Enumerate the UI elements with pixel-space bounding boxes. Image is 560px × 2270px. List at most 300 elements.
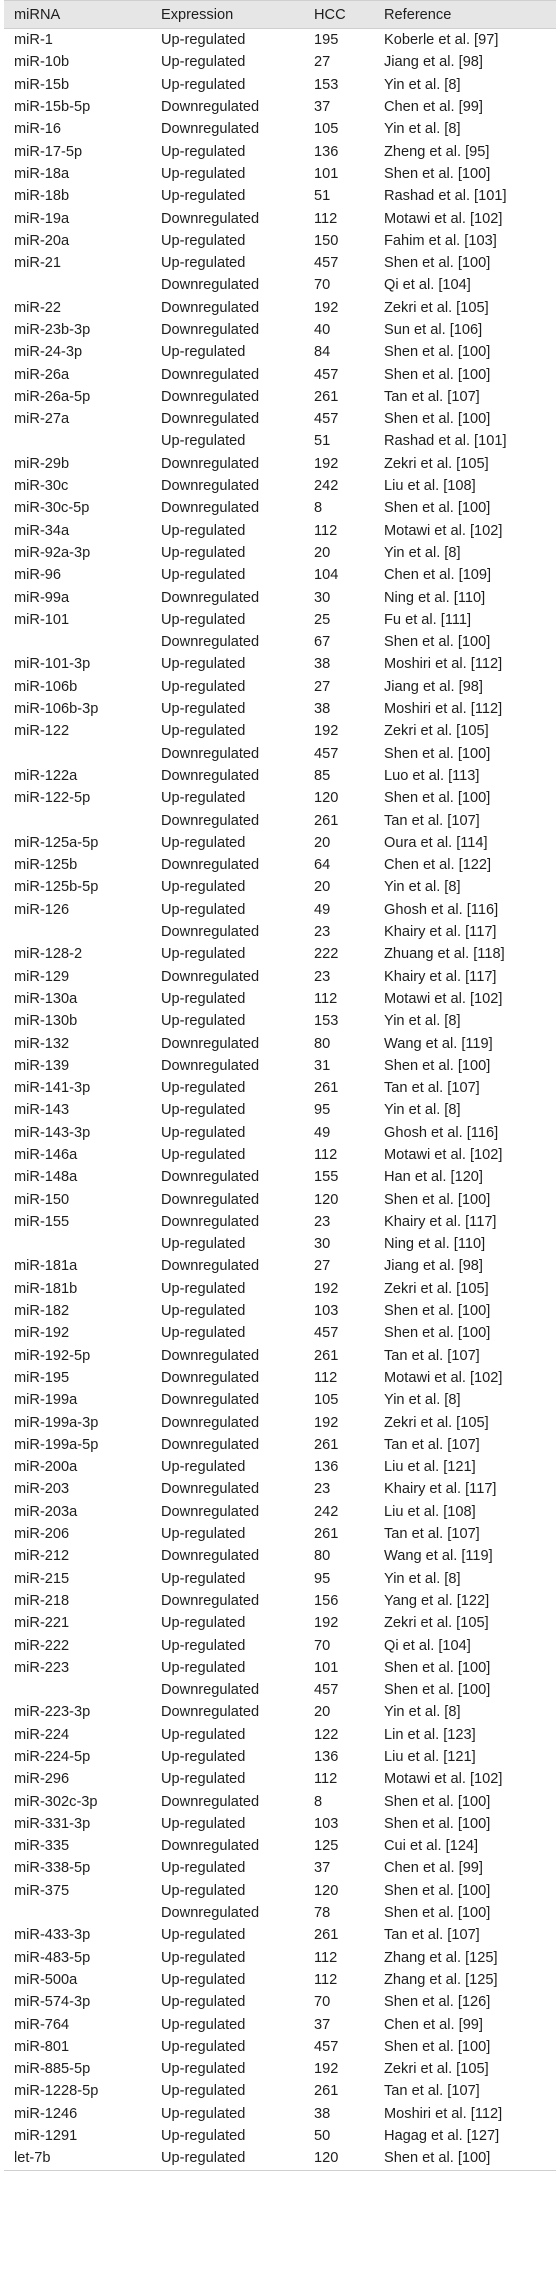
cell-mirna: miR-16: [14, 121, 62, 138]
cell-expression: Downregulated: [161, 1503, 260, 1520]
cell-reference: Yin et al. [8]: [384, 1392, 461, 1409]
cell-expression: Up-regulated: [161, 1280, 246, 1297]
cell-mirna: miR-1: [14, 32, 53, 49]
cell-mirna: miR-143-3p: [14, 1124, 91, 1141]
cell-hcc: 112: [314, 1369, 338, 1386]
cell-expression: Downregulated: [161, 1057, 260, 1074]
cell-reference: Fahim et al. [103]: [384, 232, 497, 249]
cell-expression: Up-regulated: [161, 990, 246, 1007]
cell-mirna: miR-141-3p: [14, 1080, 91, 1097]
cell-reference: Jiang et al. [98]: [384, 54, 483, 71]
cell-mirna: miR-195: [14, 1369, 70, 1386]
table-row: [4, 653, 556, 675]
cell-reference: Shen et al. [126]: [384, 1994, 491, 2011]
table-row: [4, 1768, 556, 1790]
cell-expression: Up-regulated: [161, 1124, 246, 1141]
cell-mirna: miR-296: [14, 1771, 70, 1788]
cell-mirna: [4, 1679, 151, 1701]
table-row: [4, 1746, 556, 1768]
cell-expression: Up-regulated: [161, 2016, 246, 2033]
cell-hcc: 38: [314, 656, 331, 673]
table-row: [4, 230, 556, 252]
cell-hcc: 457: [314, 745, 339, 762]
cell-expression: Up-regulated: [161, 1994, 246, 2011]
cell-mirna: miR-132: [14, 1035, 70, 1052]
table-row: [4, 765, 556, 787]
cell-expression: Downregulated: [161, 299, 260, 316]
cell-reference: Ning et al. [110]: [384, 1236, 486, 1253]
cell-reference: Hagag et al. [127]: [384, 2128, 500, 2145]
cell-reference: Qi et al. [104]: [384, 277, 471, 294]
cell-expression: Up-regulated: [161, 1303, 246, 1320]
cell-hcc: 112: [314, 210, 338, 227]
cell-expression: Up-regulated: [161, 1570, 246, 1587]
table-row: [4, 1924, 556, 1946]
cell-mirna: miR-20a: [14, 232, 70, 249]
cell-mirna: miR-22: [14, 299, 62, 316]
cell-mirna: [4, 1233, 151, 1255]
cell-reference: Yin et al. [8]: [384, 76, 461, 93]
table-row: [4, 1055, 556, 1077]
cell-mirna: miR-218: [14, 1592, 70, 1609]
cell-mirna: miR-29b: [14, 455, 70, 472]
cell-reference: Shen et al. [100]: [384, 1057, 491, 1074]
table-row: [4, 408, 556, 430]
table-row: [4, 1188, 556, 1210]
cell-expression: Up-regulated: [161, 32, 246, 49]
cell-mirna: miR-26a-5p: [14, 388, 91, 405]
cell-reference: Shen et al. [100]: [384, 500, 491, 517]
cell-reference: Shen et al. [100]: [384, 411, 491, 428]
cell-reference: Liu et al. [108]: [384, 478, 476, 495]
cell-expression: Up-regulated: [161, 76, 246, 93]
cell-mirna: miR-30c-5p: [14, 500, 90, 517]
cell-expression: Downregulated: [161, 277, 260, 294]
table-row: [4, 943, 556, 965]
cell-mirna: miR-122-5p: [14, 790, 91, 807]
header-expression: Expression: [151, 1, 304, 29]
cell-mirna: miR-331-3p: [14, 1815, 91, 1832]
table-row: [4, 1701, 556, 1723]
table-row: [4, 1144, 556, 1166]
cell-mirna: miR-199a: [14, 1392, 78, 1409]
cell-hcc: 23: [314, 1213, 331, 1230]
cell-hcc: 153: [314, 76, 339, 93]
cell-reference: Jiang et al. [98]: [384, 1258, 483, 1275]
cell-expression: Up-regulated: [161, 1637, 246, 1654]
table-row: [4, 876, 556, 898]
header-hcc: HCC: [304, 1, 374, 29]
cell-expression: Downregulated: [161, 924, 260, 941]
cell-expression: Up-regulated: [161, 1882, 246, 1899]
cell-mirna: miR-21: [14, 255, 62, 272]
cell-expression: Up-regulated: [161, 2061, 246, 2078]
cell-reference: Zekri et al. [105]: [384, 1280, 489, 1297]
cell-mirna: miR-125a-5p: [14, 834, 99, 851]
cell-expression: Downregulated: [161, 1592, 260, 1609]
cell-mirna: miR-125b: [14, 857, 78, 874]
cell-mirna: miR-181b: [14, 1280, 78, 1297]
cell-hcc: 261: [314, 1347, 339, 1364]
cell-hcc: 84: [314, 344, 331, 361]
cell-hcc: 51: [314, 188, 331, 205]
cell-hcc: 112: [314, 1146, 338, 1163]
cell-hcc: 51: [314, 433, 331, 450]
table-row: [4, 96, 556, 118]
table-row: [4, 341, 556, 363]
cell-mirna: miR-92a-3p: [14, 544, 91, 561]
cell-reference: Shen et al. [100]: [384, 1882, 491, 1899]
cell-hcc: 101: [314, 1659, 339, 1676]
table-row: [4, 2013, 556, 2035]
cell-reference: Shen et al. [100]: [384, 1905, 491, 1922]
table-row: [4, 809, 556, 831]
cell-mirna: miR-143: [14, 1102, 70, 1119]
cell-hcc: 155: [314, 1169, 339, 1186]
cell-hcc: 112: [314, 1771, 338, 1788]
cell-reference: Moshiri et al. [112]: [384, 2105, 503, 2122]
cell-expression: Up-regulated: [161, 1325, 246, 1342]
cell-expression: Downregulated: [161, 500, 260, 517]
cell-reference: Shen et al. [100]: [384, 634, 491, 651]
table-row: [4, 1902, 556, 1924]
cell-reference: Shen et al. [100]: [384, 1793, 491, 1810]
cell-reference: Zekri et al. [105]: [384, 299, 489, 316]
table-row: [4, 520, 556, 542]
table-row: [4, 1590, 556, 1612]
cell-reference: Liu et al. [121]: [384, 1749, 476, 1765]
cell-reference: Ghosh et al. [116]: [384, 1124, 499, 1141]
cell-reference: Fu et al. [111]: [384, 611, 472, 628]
cell-hcc: 38: [314, 2105, 331, 2122]
cell-expression: Up-regulated: [161, 946, 246, 963]
table-row: [4, 2147, 556, 2170]
cell-reference: Zekri et al. [105]: [384, 723, 489, 740]
table-row: [4, 1099, 556, 1121]
cell-reference: Tan et al. [107]: [384, 1436, 480, 1453]
table-row: [4, 988, 556, 1010]
cell-hcc: 27: [314, 1258, 331, 1275]
cell-expression: Downregulated: [161, 1481, 260, 1498]
cell-reference: Rashad et al. [101]: [384, 433, 507, 450]
cell-hcc: 20: [314, 1704, 331, 1721]
cell-mirna: miR-192: [14, 1325, 70, 1342]
table-row: [4, 1345, 556, 1367]
cell-hcc: 192: [314, 2061, 339, 2078]
cell-hcc: 49: [314, 1124, 331, 1141]
cell-mirna: miR-148a: [14, 1169, 78, 1186]
cell-hcc: 112: [314, 990, 338, 1007]
cell-expression: Downregulated: [161, 1392, 260, 1409]
cell-mirna: miR-101: [14, 611, 70, 628]
cell-expression: Up-regulated: [161, 611, 246, 628]
table-row: [4, 1880, 556, 1902]
cell-mirna: miR-199a-3p: [14, 1414, 99, 1431]
cell-expression: Up-regulated: [161, 433, 246, 450]
cell-expression: Up-regulated: [161, 1102, 246, 1119]
cell-hcc: 195: [314, 32, 339, 49]
cell-hcc: 27: [314, 678, 331, 695]
table-row: [4, 1434, 556, 1456]
cell-expression: Up-regulated: [161, 255, 246, 272]
cell-mirna: let-7b: [4, 2147, 151, 2170]
table-row: [4, 1478, 556, 1500]
cell-hcc: 25: [314, 611, 331, 628]
table-row: [4, 1991, 556, 2013]
cell-mirna: miR-18b: [14, 188, 70, 205]
cell-reference: Khairy et al. [117]: [384, 1213, 497, 1230]
cell-hcc: 64: [314, 857, 331, 874]
table-row: [4, 1523, 556, 1545]
cell-mirna: miR-155: [14, 1213, 70, 1230]
table-row: [4, 29, 556, 52]
cell-hcc: 457: [314, 366, 339, 383]
cell-mirna: miR-129: [14, 968, 70, 985]
cell-hcc: 37: [314, 99, 331, 116]
cell-mirna: miR-203: [14, 1481, 70, 1498]
cell-mirna: miR-302c-3p: [14, 1793, 98, 1810]
cell-expression: Up-regulated: [161, 1949, 246, 1966]
cell-hcc: 8: [314, 1793, 323, 1810]
cell-hcc: 261: [314, 2083, 339, 2100]
cell-reference: Liu et al. [121]: [384, 1459, 476, 1476]
cell-hcc: 40: [314, 322, 331, 338]
cell-expression: Up-regulated: [161, 834, 246, 851]
cell-expression: Downregulated: [161, 210, 260, 227]
cell-reference: Khairy et al. [117]: [384, 924, 497, 941]
cell-hcc: 20: [314, 834, 331, 851]
cell-expression: Up-regulated: [161, 1927, 246, 1944]
cell-hcc: 150: [314, 232, 339, 249]
table-row: [4, 1389, 556, 1411]
table-row: [4, 1411, 556, 1433]
cell-mirna: miR-34a: [14, 522, 70, 539]
table-row: [4, 1501, 556, 1523]
cell-expression: Downregulated: [161, 1369, 260, 1386]
cell-hcc: 8: [314, 500, 323, 517]
cell-reference: Chen et al. [99]: [384, 1860, 483, 1877]
cell-reference: Oura et al. [114]: [384, 834, 488, 851]
cell-mirna: miR-26a: [14, 366, 70, 383]
cell-reference: Shen et al. [100]: [384, 165, 491, 182]
cell-hcc: 261: [314, 1080, 339, 1097]
cell-hcc: 261: [314, 388, 339, 405]
table-row: [4, 1835, 556, 1857]
cell-mirna: miR-139: [14, 1057, 70, 1074]
cell-expression: Up-regulated: [161, 1236, 246, 1253]
cell-expression: Up-regulated: [161, 723, 246, 740]
table-row: [4, 720, 556, 742]
cell-reference: Shen et al. [100]: [384, 1325, 491, 1342]
table-row: [4, 2058, 556, 2080]
cell-expression: Downregulated: [161, 121, 260, 138]
cell-reference: Yin et al. [8]: [384, 544, 461, 561]
cell-expression: Downregulated: [161, 322, 260, 338]
cell-expression: Downregulated: [161, 857, 260, 874]
table-row: [4, 564, 556, 586]
cell-hcc: 50: [314, 2128, 331, 2145]
cell-hcc: 153: [314, 1013, 339, 1030]
cell-hcc: 23: [314, 1481, 331, 1498]
cell-expression: Up-regulated: [161, 1013, 246, 1030]
cell-mirna: miR-10b: [14, 54, 70, 71]
cell-reference: Yin et al. [8]: [384, 1102, 461, 1119]
cell-reference: Shen et al. [100]: [384, 1659, 491, 1676]
cell-mirna: [4, 809, 151, 831]
cell-hcc: 31: [314, 1057, 331, 1074]
cell-reference: Shen et al. [100]: [384, 1815, 491, 1832]
cell-reference: Shen et al. [100]: [384, 1682, 491, 1699]
cell-mirna: miR-1228-5p: [14, 2083, 99, 2100]
cell-reference: Shen et al. [100]: [384, 2038, 491, 2055]
cell-reference: Yin et al. [8]: [384, 121, 461, 138]
cell-reference: Yin et al. [8]: [384, 879, 461, 896]
table-row: [4, 1567, 556, 1589]
table-row: [4, 1166, 556, 1188]
table-row: [4, 631, 556, 653]
cell-reference: Shen et al. [100]: [384, 790, 491, 807]
cell-reference: Tan et al. [107]: [384, 1080, 480, 1097]
cell-reference: Shen et al. [100]: [384, 366, 491, 383]
cell-hcc: 122: [314, 1726, 339, 1743]
cell-expression: Downregulated: [161, 411, 260, 428]
table-row: [4, 1322, 556, 1344]
cell-expression: Downregulated: [161, 1258, 260, 1275]
cell-hcc: 457: [314, 411, 339, 428]
header-row: [4, 1, 556, 29]
table-row: [4, 2036, 556, 2058]
cell-expression: Downregulated: [161, 1436, 260, 1453]
header-reference: Reference: [374, 1, 556, 29]
cell-mirna: miR-99a: [14, 589, 70, 606]
cell-expression: Up-regulated: [161, 1749, 246, 1765]
cell-mirna: [4, 274, 151, 296]
cell-hcc: 125: [314, 1838, 339, 1855]
cell-mirna: miR-96: [14, 567, 62, 584]
cell-expression: Downregulated: [161, 99, 260, 116]
cell-reference: Wang et al. [119]: [384, 1035, 493, 1052]
table-row: [4, 1679, 556, 1701]
table-row: [4, 1300, 556, 1322]
cell-reference: Moshiri et al. [112]: [384, 701, 503, 718]
table-row: [4, 1010, 556, 1032]
cell-hcc: 192: [314, 299, 339, 316]
cell-mirna: miR-200a: [14, 1459, 78, 1476]
cell-hcc: 30: [314, 589, 331, 606]
cell-hcc: 27: [314, 54, 331, 71]
cell-hcc: 80: [314, 1548, 331, 1565]
cell-reference: Motawi et al. [102]: [384, 522, 503, 539]
cell-expression: Downregulated: [161, 1905, 260, 1922]
cell-mirna: miR-146a: [14, 1146, 78, 1163]
cell-mirna: miR-203a: [14, 1503, 78, 1520]
cell-mirna: miR-764: [14, 2016, 70, 2033]
cell-mirna: miR-19a: [14, 210, 70, 227]
cell-mirna: [4, 430, 151, 452]
cell-reference: Ghosh et al. [116]: [384, 901, 499, 918]
cell-hcc: 192: [314, 1414, 339, 1431]
table-row: [4, 1813, 556, 1835]
cell-reference: Cui et al. [124]: [384, 1838, 479, 1855]
cell-expression: Up-regulated: [161, 1526, 246, 1543]
cell-reference: Yang et al. [122]: [384, 1592, 490, 1609]
cell-mirna: miR-24-3p: [14, 344, 83, 361]
cell-hcc: 101: [314, 165, 339, 182]
cell-reference: Tan et al. [107]: [384, 1526, 480, 1543]
cell-reference: Motawi et al. [102]: [384, 990, 503, 1007]
cell-hcc: 95: [314, 1102, 331, 1119]
cell-hcc: 49: [314, 901, 331, 918]
table-row: [4, 1278, 556, 1300]
table-row: [4, 319, 556, 341]
cell-mirna: miR-221: [14, 1615, 70, 1632]
table-row: [4, 1367, 556, 1389]
cell-reference: Wang et al. [119]: [384, 1548, 493, 1565]
cell-mirna: miR-101-3p: [14, 656, 91, 673]
cell-hcc: 30: [314, 1236, 331, 1253]
cell-expression: Up-regulated: [161, 901, 246, 918]
table-row: [4, 1969, 556, 1991]
cell-mirna: miR-885-5p: [14, 2061, 91, 2078]
cell-expression: Up-regulated: [161, 2105, 246, 2122]
cell-mirna: miR-375: [14, 1882, 70, 1899]
cell-expression: Up-regulated: [161, 344, 246, 361]
cell-mirna: miR-126: [14, 901, 70, 918]
table-row: [4, 207, 556, 229]
table-header: [4, 1, 556, 29]
table-row: [4, 118, 556, 140]
cell-mirna: miR-338-5p: [14, 1860, 91, 1877]
table-row: [4, 297, 556, 319]
cell-reference: Luo et al. [113]: [384, 767, 480, 784]
cell-reference: Koberle et al. [97]: [384, 32, 499, 49]
cell-mirna: miR-106b: [14, 678, 78, 695]
table-row: [4, 1857, 556, 1879]
cell-expression: Up-regulated: [161, 1860, 246, 1877]
table-row: [4, 475, 556, 497]
table-row: [4, 832, 556, 854]
cell-expression: Up-regulated: [161, 1615, 246, 1632]
cell-expression: Up-regulated: [161, 544, 246, 561]
cell-hcc: 192: [314, 1615, 339, 1632]
cell-expression: Downregulated: [161, 388, 260, 405]
cell-mirna: miR-223-3p: [14, 1704, 91, 1721]
table-row: [4, 274, 556, 296]
cell-mirna: miR-574-3p: [14, 1994, 91, 2011]
cell-reference: Zhang et al. [125]: [384, 1971, 498, 1988]
cell-reference: Khairy et al. [117]: [384, 968, 497, 985]
table-row: [4, 1233, 556, 1255]
table-row: [4, 386, 556, 408]
cell-expression: Up-regulated: [161, 2128, 246, 2145]
cell-expression: Downregulated: [161, 1213, 260, 1230]
cell-expression: Downregulated: [161, 478, 260, 495]
table-row: [4, 676, 556, 698]
cell-hcc: 23: [314, 924, 331, 941]
cell-hcc: 37: [314, 1860, 331, 1877]
cell-hcc: 103: [314, 1303, 339, 1320]
cell-reference: Chen et al. [109]: [384, 567, 492, 584]
cell-hcc: 95: [314, 1570, 331, 1587]
table-row: [4, 787, 556, 809]
cell-reference: Motawi et al. [102]: [384, 1369, 503, 1386]
cell-hcc: 457: [314, 1325, 339, 1342]
table-row: [4, 252, 556, 274]
table-row: [4, 363, 556, 385]
cell-reference: Tan et al. [107]: [384, 812, 480, 829]
cell-reference: Moshiri et al. [112]: [384, 656, 503, 673]
cell-reference: Motawi et al. [102]: [384, 1146, 503, 1163]
